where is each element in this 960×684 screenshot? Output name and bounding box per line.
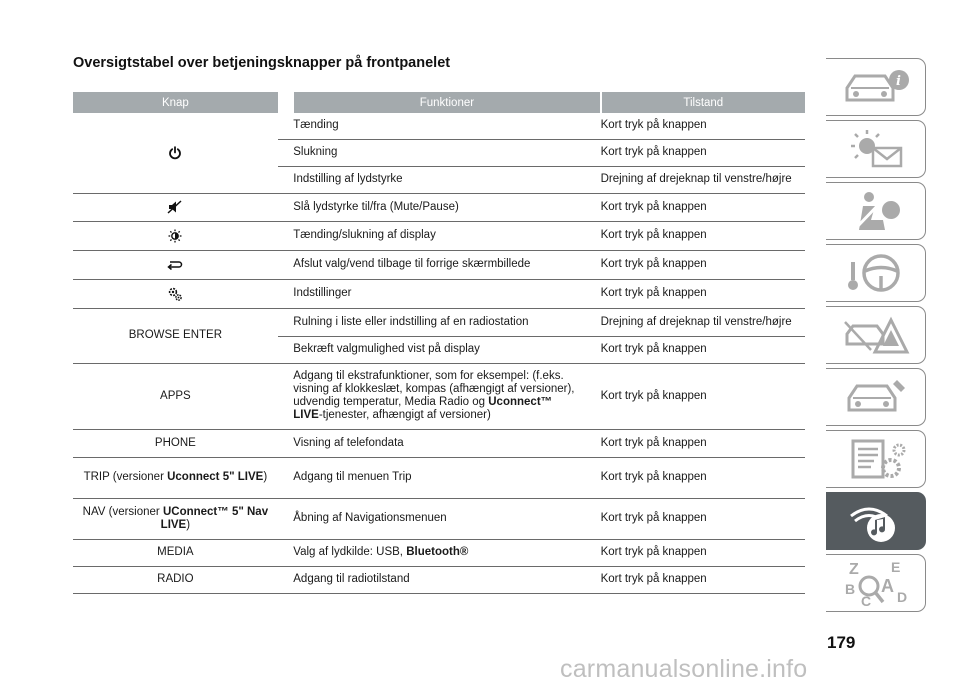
car-info-icon xyxy=(841,66,911,108)
key-cell xyxy=(73,193,278,221)
table-row xyxy=(73,429,805,457)
function-cell xyxy=(293,363,600,429)
table-row xyxy=(73,250,805,279)
emergency-triangle-icon xyxy=(841,314,911,356)
key-bold-text: Uconnect 5" LIVE xyxy=(167,471,264,483)
key-cell xyxy=(73,457,278,498)
function-cell: Indstilling af lydstyrke xyxy=(293,166,600,193)
tab-car-info[interactable] xyxy=(826,58,926,116)
table-row xyxy=(73,221,805,250)
tab-multimedia[interactable] xyxy=(826,492,926,550)
state-cell: Kort tryk på knappen xyxy=(601,457,805,498)
tab-safety[interactable] xyxy=(826,182,926,240)
back-arrow-icon xyxy=(73,260,278,270)
key-cell: RADIO xyxy=(73,566,278,593)
tab-index[interactable] xyxy=(826,554,926,612)
state-cell: Kort tryk på knappen xyxy=(601,566,805,593)
function-text: -tjenester, afhængigt af versioner) xyxy=(318,409,491,421)
function-cell: Tænding xyxy=(293,113,600,139)
state-cell: Kort tryk på knappen xyxy=(601,363,805,429)
key-bold-text: UConnect™ 5" Nav LIVE xyxy=(160,505,269,531)
function-cell: Visning af telefondata xyxy=(293,429,600,457)
index-letter: C xyxy=(860,593,871,608)
key-cell xyxy=(73,221,278,250)
mute-icon xyxy=(73,200,278,214)
state-cell: Kort tryk på knappen xyxy=(601,250,805,279)
watermark: carmanualsonline.info xyxy=(560,655,808,683)
state-cell: Kort tryk på knappen xyxy=(601,193,805,221)
function-cell xyxy=(293,539,600,566)
state-cell: Drejning af drejeknap til venstre/højre xyxy=(601,166,805,193)
state-cell: Kort tryk på knappen xyxy=(601,539,805,566)
key-text: ) xyxy=(263,471,268,483)
state-cell: Kort tryk på knappen xyxy=(601,336,805,363)
table-row xyxy=(73,539,805,566)
controls-table xyxy=(73,92,805,594)
function-cell: Slå lydstyrke til/fra (Mute/Pause) xyxy=(293,193,600,221)
svg-text:i: i xyxy=(895,74,901,89)
state-cell: Kort tryk på knappen xyxy=(601,429,805,457)
warning-light-message-icon xyxy=(841,128,911,170)
tab-technical-data[interactable] xyxy=(826,430,926,488)
technical-data-icon xyxy=(841,438,911,480)
function-cell: Tænding/slukning af display xyxy=(293,221,600,250)
tab-maintenance[interactable] xyxy=(826,368,926,426)
table-row xyxy=(73,566,805,593)
multimedia-icon xyxy=(841,498,911,544)
index-letter: B xyxy=(844,581,855,597)
page-number: 179 xyxy=(827,633,856,652)
key-cell: APPS xyxy=(73,363,278,429)
function-cell: Indstillinger xyxy=(293,279,600,308)
table-row xyxy=(73,498,805,539)
steering-key-icon xyxy=(841,252,911,294)
key-cell xyxy=(73,498,278,539)
settings-gears-icon xyxy=(73,286,278,302)
power-icon xyxy=(73,146,278,160)
state-cell: Kort tryk på knappen xyxy=(601,498,805,539)
key-cell: BROWSE ENTER xyxy=(73,308,278,363)
function-text: Valg af lydkilde: USB, xyxy=(293,546,407,558)
car-maintenance-icon xyxy=(841,376,911,418)
index-alphabet-icon xyxy=(841,558,911,608)
function-cell: Slukning xyxy=(293,139,600,166)
function-cell: Afslut valg/vend tilbage til forrige skærmbillede xyxy=(293,250,600,279)
function-cell: Adgang til radiotilstand xyxy=(293,566,600,593)
table-row xyxy=(73,193,805,221)
state-cell: Kort tryk på knappen xyxy=(601,279,805,308)
header-funktioner: Funktioner xyxy=(293,92,600,113)
key-cell xyxy=(73,113,278,193)
function-cell: Adgang til menuen Trip xyxy=(293,457,600,498)
function-bold-text: Uconnect™ LIVE xyxy=(293,396,553,421)
chapter-tabs xyxy=(826,58,928,616)
index-letter: A xyxy=(880,576,894,596)
index-letter: Z xyxy=(848,561,859,578)
tab-emergency[interactable] xyxy=(826,306,926,364)
table-row xyxy=(73,279,805,308)
index-letter: E xyxy=(890,559,900,575)
key-cell: MEDIA xyxy=(73,539,278,566)
key-text: TRIP (versioner xyxy=(83,471,168,483)
table-header-row xyxy=(73,92,805,113)
key-cell: PHONE xyxy=(73,429,278,457)
state-cell: Drejning af drejeknap til venstre/højre xyxy=(601,308,805,336)
table-row xyxy=(73,363,805,429)
tab-starting-driving[interactable] xyxy=(826,244,926,302)
key-cell xyxy=(73,279,278,308)
header-tilstand: Tilstand xyxy=(601,92,805,113)
function-cell: Bekræft valgmulighed vist på display xyxy=(293,336,600,363)
index-letter: D xyxy=(896,589,907,605)
function-cell: Rulning i liste eller indstilling af en radiostation xyxy=(293,308,600,336)
table-row xyxy=(73,113,805,139)
state-cell: Kort tryk på knappen xyxy=(601,221,805,250)
page-title: Oversigtstabel over betjeningsknapper på frontpanelet xyxy=(73,55,451,71)
table-row xyxy=(73,457,805,498)
display-brightness-icon xyxy=(73,229,278,243)
function-text: Adgang til ekstrafunktioner, som for eksempel: (f.eks. visning af klokkeslæt, kompas (afhængigt af versioner), udvendig temperatur, Media Radio og xyxy=(293,370,575,408)
key-text: NAV (versioner xyxy=(82,505,163,518)
function-bold-text: Bluetooth® xyxy=(406,546,469,558)
state-cell: Kort tryk på knappen xyxy=(601,113,805,139)
function-cell: Åbning af Navigationsmenuen xyxy=(293,498,600,539)
seat-airbag-icon xyxy=(841,190,911,232)
state-cell: Kort tryk på knappen xyxy=(601,139,805,166)
key-cell xyxy=(73,250,278,279)
tab-warning-lights[interactable] xyxy=(826,120,926,178)
table-row xyxy=(73,308,805,336)
key-text: ) xyxy=(186,518,191,531)
header-knap: Knap xyxy=(73,92,278,113)
